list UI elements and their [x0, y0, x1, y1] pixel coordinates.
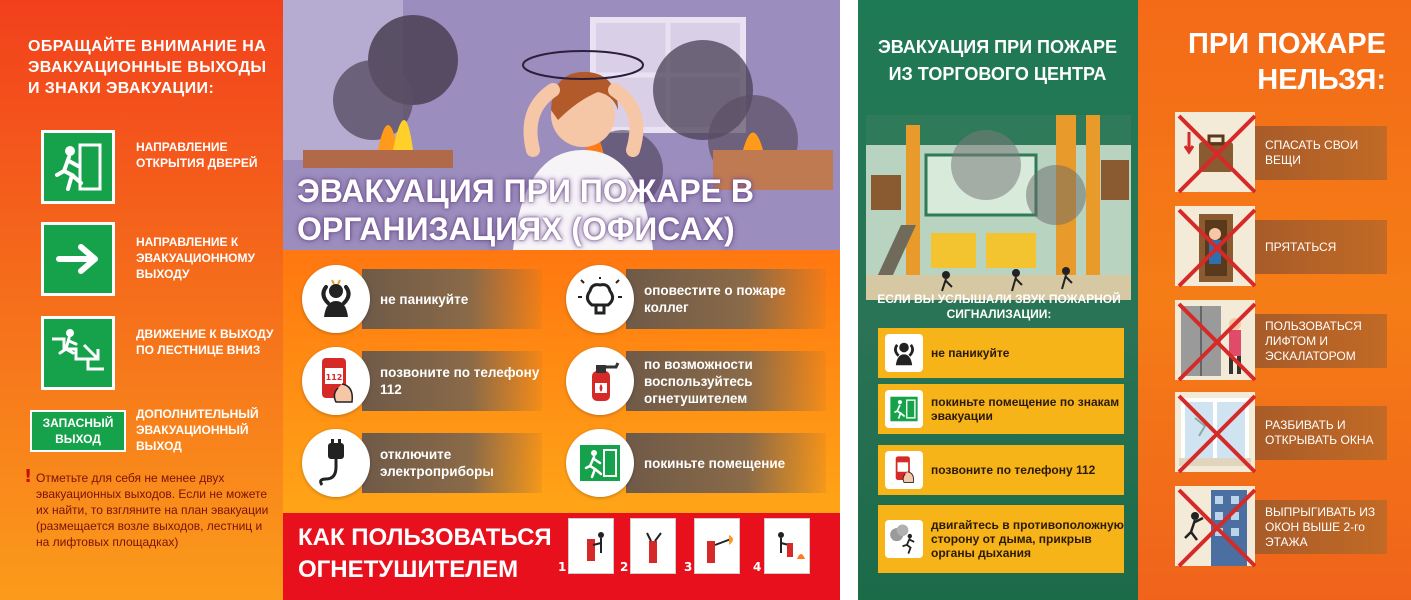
- cross-icon: [1171, 388, 1263, 480]
- office-evacuation-title: ЭВАКУАЦИЯ ПРИ ПОЖАРЕ В ОРГАНИЗАЦИЯХ (ОФИСАХ): [297, 173, 755, 247]
- brain-icon: [566, 265, 634, 333]
- arrow-right-icon: [41, 222, 115, 296]
- action-leave-room-text: покиньте помещение: [626, 433, 826, 493]
- phone-112-icon: [885, 451, 923, 489]
- mall-item-leave-by-signs: [878, 384, 1124, 434]
- extinguisher-step-4-number: 4: [753, 560, 762, 574]
- cross-icon: [1171, 202, 1263, 294]
- exit-sign-icon: [566, 429, 634, 497]
- panic-person-icon: [885, 334, 923, 372]
- cross-icon: [1171, 482, 1263, 574]
- panic-person-icon: [302, 265, 370, 333]
- extinguisher-step-2-illustration: [630, 518, 676, 574]
- action-call-112: [302, 352, 542, 410]
- forbidden-break-windows-text: РАЗБИВАТЬ И ОТКРЫВАТЬ ОКНА: [1241, 406, 1387, 460]
- fire-extinguisher-icon: [566, 347, 634, 415]
- forbidden-hide-text: ПРЯТАТЬСЯ: [1241, 220, 1387, 274]
- extinguisher-step-3-illustration: [694, 518, 740, 574]
- mall-item-leave-by-signs-text: покиньте помещение по знакам эвакуации: [931, 395, 1120, 423]
- forbidden-jump-from-windows: [1175, 486, 1387, 566]
- sign-label-spare-exit: ДОПОЛНИТЕЛЬНЫЙ ЭВАКУАЦИОННЫЙ ВЫХОД: [136, 407, 259, 453]
- extinguisher-step-1-number: 1: [558, 560, 567, 574]
- running-man-exit-icon: [41, 130, 115, 204]
- forbidden-save-belongings-text: СПАСАТЬ СВОИ ВЕЩИ: [1241, 126, 1387, 180]
- action-leave-room: [566, 434, 826, 492]
- forbidden-break-windows: [1175, 392, 1387, 472]
- extinguisher-step-4-illustration: [764, 518, 810, 574]
- plug-icon: [302, 429, 370, 497]
- sign-label-exit-direction: НАПРАВЛЕНИЕ К ЭВАКУАЦИОННОМУ ВЫХОДУ: [136, 235, 255, 281]
- mall-item-dont-panic: [878, 328, 1124, 378]
- mall-item-dont-panic-text: не паникуйте: [931, 346, 1010, 360]
- mall-item-call-112: [878, 445, 1124, 495]
- forbidden-jump-text: ВЫПРЫГИВАТЬ ИЗ ОКОН ВЫШЕ 2-го ЭТАЖА: [1241, 500, 1387, 554]
- extinguisher-step-2-number: 2: [620, 560, 629, 574]
- mall-evacuation-title: ЭВАКУАЦИЯ ПРИ ПОЖАРЕ ИЗ ТОРГОВОГО ЦЕНТРА: [877, 37, 1118, 84]
- extinguisher-step-1-illustration: [568, 518, 614, 574]
- forbidden-actions-title: ПРИ ПОЖАРЕ НЕЛЬЗЯ:: [1188, 28, 1386, 96]
- phone-112-label: 112: [325, 373, 343, 382]
- evacuation-note: Отметьте для себя не менее двух эвакуационных выходов. Если не можете их найти, то взгляните на план эвакуации (размещается возле выходов, лестниц и на лифтовых площадках): [36, 471, 269, 549]
- action-notify-colleagues-text: оповестите о пожаре коллег: [626, 269, 826, 329]
- mall-fire-illustration: [866, 115, 1131, 300]
- forbidden-save-belongings: [1175, 112, 1387, 192]
- action-call-112-text: позвоните по телефону 112: [362, 351, 542, 411]
- action-dont-panic-text: не паникуйте: [362, 269, 542, 329]
- fire-alarm-subtitle: ЕСЛИ ВЫ УСЛЫШАЛИ ЗВУК ПОЖАРНОЙ СИГНАЛИЗАЦИИ:: [877, 292, 1121, 321]
- exit-sign-icon: [885, 390, 923, 428]
- running-smoke-icon: [885, 520, 923, 558]
- note-exclamation-mark: !: [24, 466, 33, 487]
- stairs-down-icon: [41, 316, 115, 390]
- extinguisher-step-3-number: 3: [684, 560, 693, 574]
- spare-exit-sign: ЗАПАСНЫЙ ВЫХОД: [30, 410, 126, 452]
- extinguisher-instructions-title: КАК ПОЛЬЗОВАТЬСЯ ОГНЕТУШИТЕЛЕМ: [298, 524, 552, 583]
- action-use-extinguisher: [566, 352, 826, 410]
- action-unplug-devices: [302, 434, 542, 492]
- mall-item-move-away-from-smoke: [878, 505, 1124, 573]
- sign-label-door-direction: НАПРАВЛЕНИЕ ОТКРЫТИЯ ДВЕРЕЙ: [136, 140, 258, 170]
- forbidden-elevator-text: ПОЛЬЗОВАТЬСЯ ЛИФТОМ И ЭСКАЛАТОРОМ: [1241, 314, 1387, 368]
- exit-signs-title: ОБРАЩАЙТЕ ВНИМАНИЕ НА ЭВАКУАЦИОННЫЕ ВЫХОДЫ И ЗНАКИ ЭВАКУАЦИИ:: [28, 38, 267, 97]
- action-dont-panic: [302, 270, 542, 328]
- action-unplug-devices-text: отключите электроприборы: [362, 433, 542, 493]
- sign-label-stairs-down: ДВИЖЕНИЕ К ВЫХОДУ ПО ЛЕСТНИЦЕ ВНИЗ: [136, 327, 274, 357]
- action-notify-colleagues: [566, 270, 826, 328]
- phone-112-icon: [302, 347, 370, 415]
- action-use-extinguisher-text: по возможности воспользуйтесь огнетушителем: [626, 351, 826, 411]
- mall-item-move-away-text: двигайтесь в противоположную сторону от дыма, прикрыв органы дыхания: [931, 518, 1124, 560]
- forbidden-elevator: [1175, 300, 1387, 380]
- cross-icon: [1171, 296, 1263, 388]
- cross-icon: [1171, 108, 1263, 200]
- forbidden-hide: [1175, 206, 1387, 286]
- mall-item-call-112-text: позвоните по телефону 112: [931, 463, 1096, 477]
